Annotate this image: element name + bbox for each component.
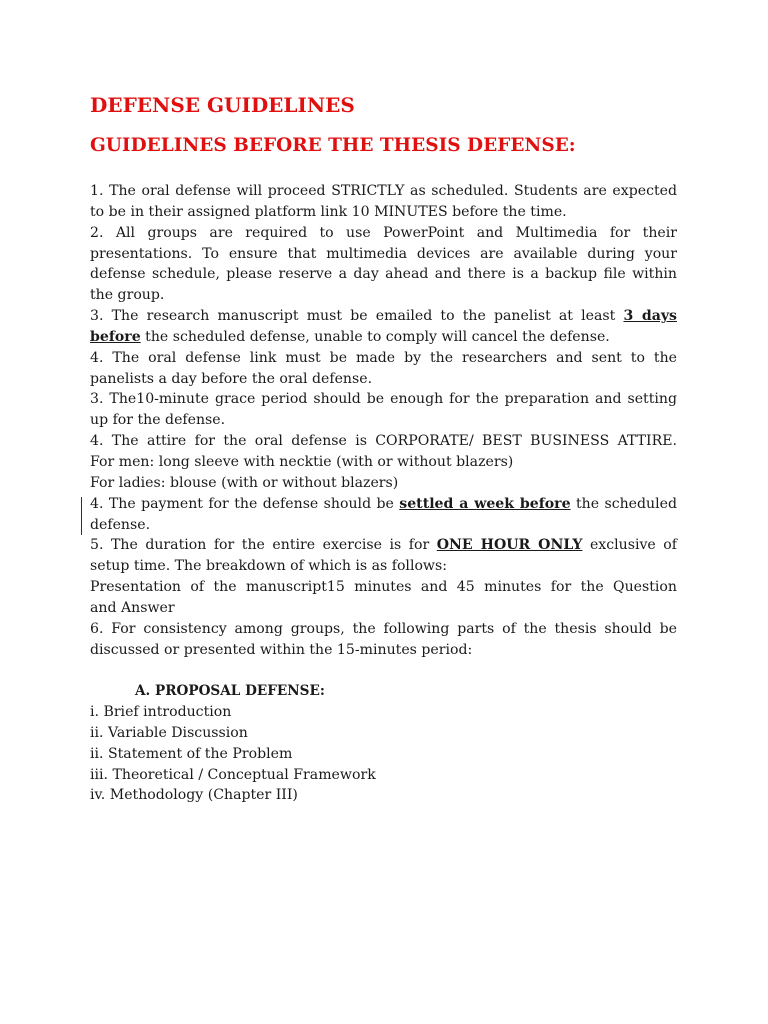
guideline-text: the scheduled defense, unable to comply will cancel the defense. <box>140 328 610 345</box>
guideline-text: 3. The research manuscript must be emailed to the panelist at least <box>90 308 624 325</box>
guideline-text: 4. The payment for the defense should be <box>90 495 400 512</box>
guideline-line: panelists a day before the oral defense. <box>90 370 373 387</box>
guideline-text: exclusive of <box>582 537 678 554</box>
guideline-line: 1. The oral defense will proceed STRICTLY as scheduled. Students are expected <box>90 183 677 199</box>
guideline-line: 4. The oral defense link must be made by the researchers and sent to the <box>90 349 677 366</box>
proposal-list-item: ii. Statement of the Problem <box>90 745 293 762</box>
guideline-line: 6. For consistency among groups, the following parts of the thesis should be <box>90 620 677 637</box>
guideline-line: the group. <box>90 287 165 304</box>
emphasis-text: before <box>90 328 141 345</box>
guideline-line: presentations. To ensure that multimedia devices are available during your <box>90 245 677 262</box>
proposal-list-item: iv. Methodology (Chapter III) <box>90 787 298 804</box>
proposal-list-item: iii. Theoretical / Conceptual Framework <box>90 766 376 783</box>
document-title: DEFENSE GUIDELINES <box>90 93 355 117</box>
guidelines-body <box>90 181 677 806</box>
guideline-text: 5. The duration for the entire exercise is for <box>90 537 437 554</box>
text-cursor-mark <box>81 497 82 535</box>
guideline-line <box>90 306 677 327</box>
guideline-line: defense. <box>90 516 151 533</box>
section-heading: GUIDELINES BEFORE THE THESIS DEFENSE: <box>90 135 576 156</box>
guideline-line: Presentation of the manuscript15 minutes and 45 minutes for the Question <box>90 579 677 596</box>
guideline-line: up for the defense. <box>90 412 226 429</box>
proposal-list-item: ii. Variable Discussion <box>90 724 248 741</box>
emphasis-text: ONE HOUR ONLY <box>436 537 583 554</box>
guideline-line: and Answer <box>90 599 175 616</box>
guideline-line: defense schedule, please reserve a day ahead and there is a backup file within <box>90 266 677 283</box>
guideline-line: 3. The10-minute grace period should be enough for the preparation and setting <box>90 391 677 408</box>
guideline-line: 2. All groups are required to use PowerPoint and Multimedia for their <box>90 224 677 241</box>
emphasis-text: settled a week before <box>399 495 571 512</box>
guideline-line <box>90 535 677 556</box>
guideline-line <box>90 327 677 348</box>
guideline-line: discussed or presented within the 15-minutes period: <box>90 641 473 658</box>
guideline-line: For men: long sleeve with necktie (with or without blazers) <box>90 453 514 470</box>
blank-line <box>90 660 677 681</box>
guideline-line: For ladies: blouse (with or without blazers) <box>90 474 399 491</box>
proposal-list-item: i. Brief introduction <box>90 704 232 721</box>
guideline-line: to be in their assigned platform link 10 MINUTES before the time. <box>90 203 567 220</box>
proposal-defense-heading: A. PROPOSAL DEFENSE: <box>135 683 325 700</box>
guideline-text: the scheduled <box>570 495 677 512</box>
emphasis-text: 3 days <box>623 308 677 325</box>
guideline-line: 4. The attire for the oral defense is CORPORATE/ BEST BUSINESS ATTIRE. <box>90 433 677 450</box>
guideline-line: setup time. The breakdown of which is as follows: <box>90 558 447 575</box>
guideline-line <box>90 494 677 515</box>
